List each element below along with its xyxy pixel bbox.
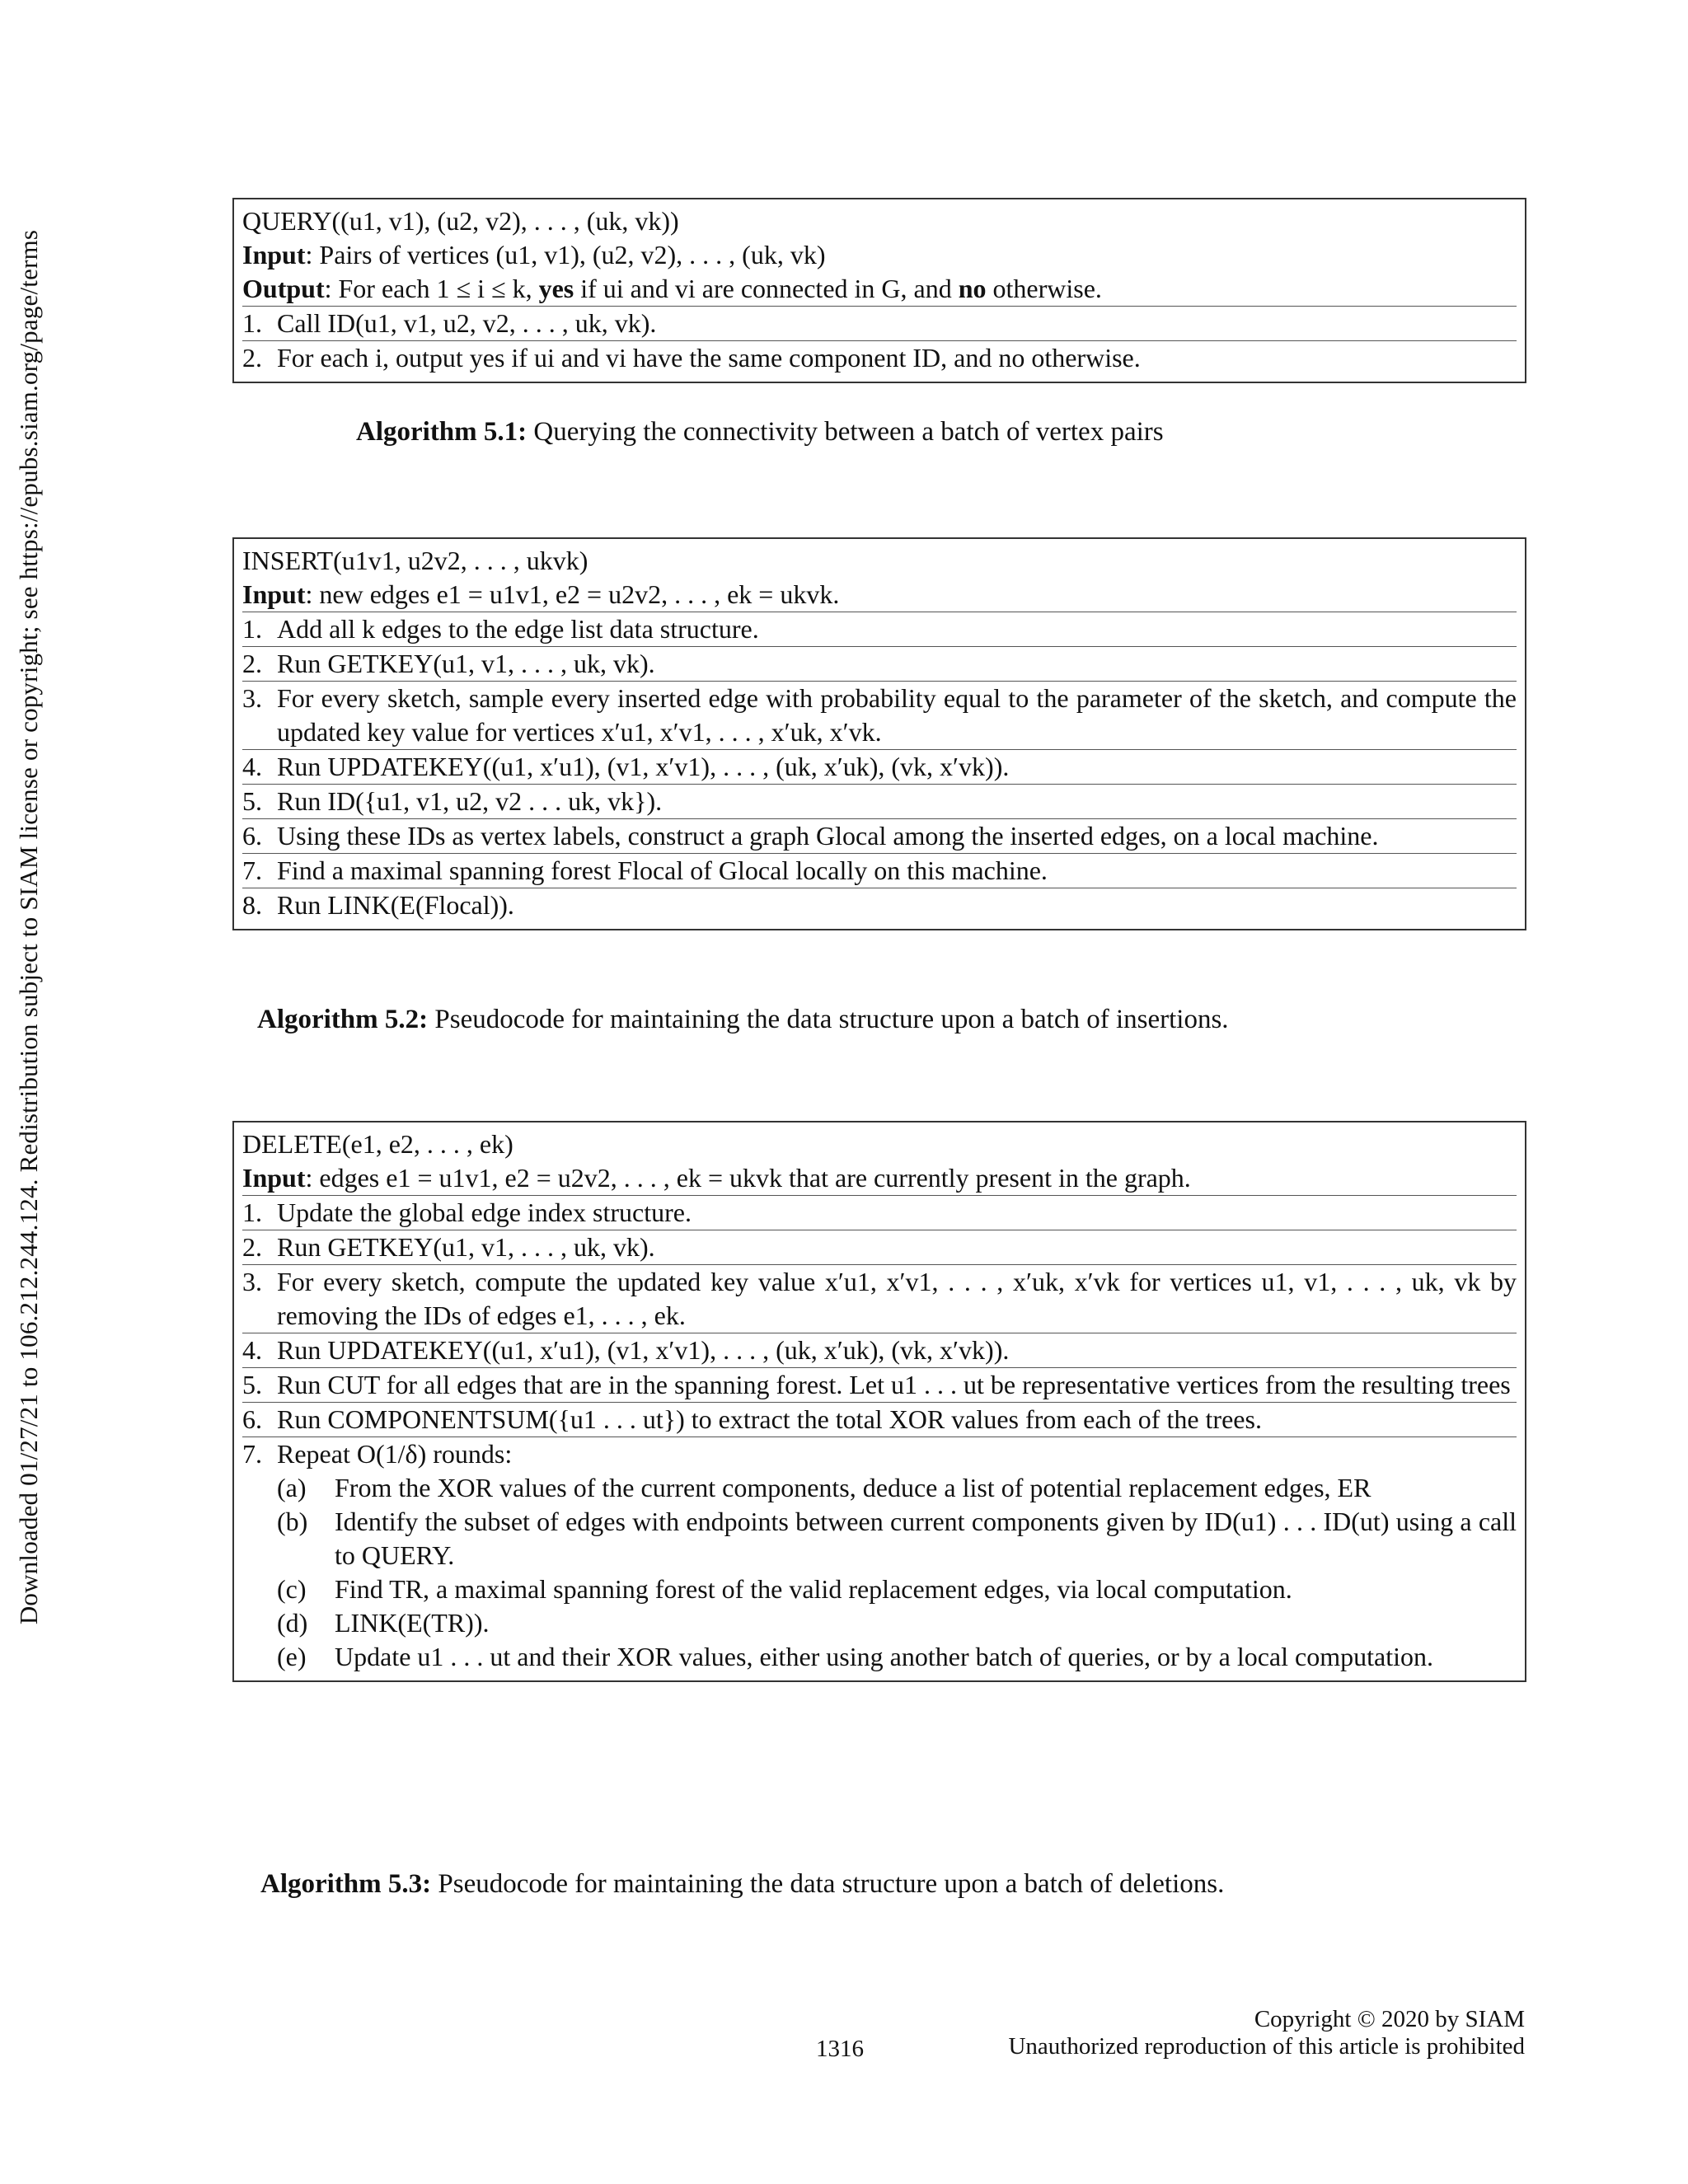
step-number: 2. (242, 343, 262, 373)
step-number: 8. (242, 890, 262, 920)
step-number: 7. (242, 855, 262, 885)
algorithm-substep (277, 1471, 1517, 1505)
copyright-notice (1008, 2006, 1525, 2060)
caption-label: Algorithm 5.2: (257, 1005, 429, 1034)
algorithm-step (242, 749, 1517, 784)
reproduction-notice: Unauthorized reproduction of this article is prohibited (1008, 2033, 1525, 2060)
step-number: 7. (242, 1439, 262, 1469)
algorithm-input (242, 578, 1517, 612)
caption-label: Algorithm 5.1: (356, 417, 528, 447)
caption-text: Pseudocode for maintaining the data structure upon a batch of insertions. (428, 1005, 1229, 1034)
step-text: Run UPDATEKEY((u1, x′u1), (v1, x′v1), . . . , (uk, x′uk), (vk, x′vk)). (277, 752, 1010, 781)
step-text: Run ID({u1, v1, u2, v2 . . . uk, vk}). (277, 786, 663, 816)
substep-text: From the XOR values of the current components, deduce a list of potential replacement edges, ER (335, 1473, 1372, 1502)
output-text: if ui and vi are connected in G, and (574, 274, 959, 303)
step-text: Run LINK(E(Flocal)). (277, 890, 514, 920)
algorithm-steps (242, 306, 1517, 375)
algorithm-substep (277, 1505, 1517, 1572)
algorithm-step (242, 1367, 1517, 1402)
substep-number: (d) (277, 1608, 308, 1638)
caption-label: Algorithm 5.3: (260, 1869, 432, 1899)
download-notice-text: Downloaded 01/27/21 to 106.212.244.124. Redistribution subject to SIAM license or copyright; see https://epubs.siam.org/page/terms (14, 229, 43, 1625)
algorithm-step (242, 1230, 1517, 1264)
step-number: 1. (242, 614, 262, 644)
output-no: no (958, 274, 987, 303)
algorithm-5-3-box (232, 1121, 1526, 1682)
algorithm-substep (277, 1640, 1517, 1674)
download-notice (0, 0, 58, 1854)
substep-number: (a) (277, 1473, 307, 1502)
step-text: Run UPDATEKEY((u1, x′u1), (v1, x′v1), . . . , (uk, x′uk), (vk, x′vk)). (277, 1335, 1010, 1365)
algorithm-output (242, 272, 1517, 306)
step-text: Run GETKEY(u1, v1, . . . , uk, vk). (277, 1232, 655, 1262)
algorithm-title: DELETE(e1, e2, . . . , ek) (242, 1129, 513, 1159)
algorithm-step (242, 853, 1517, 888)
substep-number: (e) (277, 1642, 307, 1671)
step-text: Run GETKEY(u1, v1, . . . , uk, vk). (277, 649, 655, 678)
step-text: Using these IDs as vertex labels, construct a graph Glocal among the inserted edges, on a local machine. (277, 821, 1379, 851)
substep-text: Find TR, a maximal spanning forest of the valid replacement edges, via local computation. (335, 1574, 1292, 1604)
substep-text: LINK(E(TR)). (335, 1608, 490, 1638)
algorithm-title: QUERY((u1, v1), (u2, v2), . . . , (uk, vk)) (242, 206, 679, 236)
algorithm-5-1-caption (356, 417, 1164, 448)
algorithm-step (242, 784, 1517, 818)
algorithm-input (242, 238, 1517, 272)
input-text: : new edges e1 = u1v1, e2 = u2v2, . . . , ek = ukvk. (305, 579, 840, 609)
step-number: 3. (242, 1267, 262, 1296)
algorithm-step (242, 1436, 1517, 1674)
step-text: Add all k edges to the edge list data structure. (277, 614, 759, 644)
algorithm-substep (277, 1572, 1517, 1606)
step-text: Repeat O(1/δ) rounds: (277, 1439, 513, 1469)
page-number: 1316 (816, 2036, 864, 2062)
step-number: 1. (242, 308, 262, 338)
step-number: 1. (242, 1197, 262, 1227)
algorithm-5-3-caption (260, 1869, 1224, 1900)
step-text: Run CUT for all edges that are in the spanning forest. Let u1 . . . ut be representative vertices from the resulting trees (277, 1370, 1511, 1399)
step-text: For every sketch, sample every inserted edge with probability equal to the parameter of the sketch, and compute the updated key value for vertices x′u1, x′v1, . . . , x′uk, x′vk. (277, 683, 1517, 747)
algorithm-step (242, 1402, 1517, 1436)
step-number: 6. (242, 821, 262, 851)
caption-text: Querying the connectivity between a batch of vertex pairs (527, 417, 1164, 447)
algorithm-step (242, 1333, 1517, 1367)
algorithm-step (242, 612, 1517, 646)
algorithm-step (242, 306, 1517, 340)
step-text: Update the global edge index structure. (277, 1197, 692, 1227)
step-text: Run COMPONENTSUM({u1 . . . ut}) to extract the total XOR values from each of the trees. (277, 1404, 1262, 1434)
step-text: Find a maximal spanning forest Flocal of Glocal locally on this machine. (277, 855, 1048, 885)
output-text: : For each 1 ≤ i ≤ k, (324, 274, 539, 303)
input-label: Input (242, 1163, 306, 1193)
algorithm-title: INSERT(u1v1, u2v2, . . . , ukvk) (242, 546, 588, 575)
step-number: 2. (242, 649, 262, 678)
step-number: 4. (242, 1335, 262, 1365)
step-number: 4. (242, 752, 262, 781)
algorithm-step (242, 818, 1517, 853)
step-number: 6. (242, 1404, 262, 1434)
input-text: : edges e1 = u1v1, e2 = u2v2, . . . , ek = ukvk that are currently present in the graph. (305, 1163, 1191, 1193)
step-number: 5. (242, 786, 262, 816)
algorithm-substeps (277, 1471, 1517, 1674)
step-text: For each i, output yes if ui and vi have the same component ID, and no otherwise. (277, 343, 1141, 373)
algorithm-5-2-caption (257, 1005, 1229, 1035)
substep-number: (c) (277, 1574, 307, 1604)
algorithm-input (242, 1161, 1517, 1195)
algorithm-5-1-box (232, 198, 1526, 383)
output-label: Output (242, 274, 325, 303)
algorithm-steps (242, 1195, 1517, 1674)
substep-number: (b) (277, 1507, 308, 1536)
algorithm-step (242, 1264, 1517, 1333)
output-text: otherwise. (986, 274, 1102, 303)
step-text: For every sketch, compute the updated key value x′u1, x′v1, . . . , x′uk, x′vk for vertices u1, v1, . . . , uk, vk by removing the IDs of edges e1, . . . , ek. (277, 1267, 1517, 1330)
algorithm-steps (242, 612, 1517, 922)
output-yes: yes (538, 274, 574, 303)
algorithm-substep (277, 1606, 1517, 1640)
step-number: 5. (242, 1370, 262, 1399)
algorithm-5-2-box (232, 537, 1526, 930)
step-number: 3. (242, 683, 262, 713)
input-label: Input (242, 579, 306, 609)
algorithm-step (242, 888, 1517, 922)
copyright-line: Copyright © 2020 by SIAM (1254, 2006, 1525, 2032)
algorithm-step (242, 681, 1517, 749)
caption-text: Pseudocode for maintaining the data structure upon a batch of deletions. (431, 1869, 1225, 1899)
algorithm-step (242, 646, 1517, 681)
substep-text: Identify the subset of edges with endpoints between current components given by ID(u1) . . . ID(ut) using a call to QUERY. (335, 1507, 1517, 1570)
input-text: : Pairs of vertices (u1, v1), (u2, v2), . . . , (uk, vk) (305, 240, 826, 269)
step-number: 2. (242, 1232, 262, 1262)
algorithm-step (242, 1195, 1517, 1230)
input-label: Input (242, 240, 306, 269)
algorithm-step (242, 340, 1517, 375)
substep-text: Update u1 . . . ut and their XOR values, either using another batch of queries, or by a local computation. (335, 1642, 1433, 1671)
step-text: Call ID(u1, v1, u2, v2, . . . , uk, vk). (277, 308, 657, 338)
